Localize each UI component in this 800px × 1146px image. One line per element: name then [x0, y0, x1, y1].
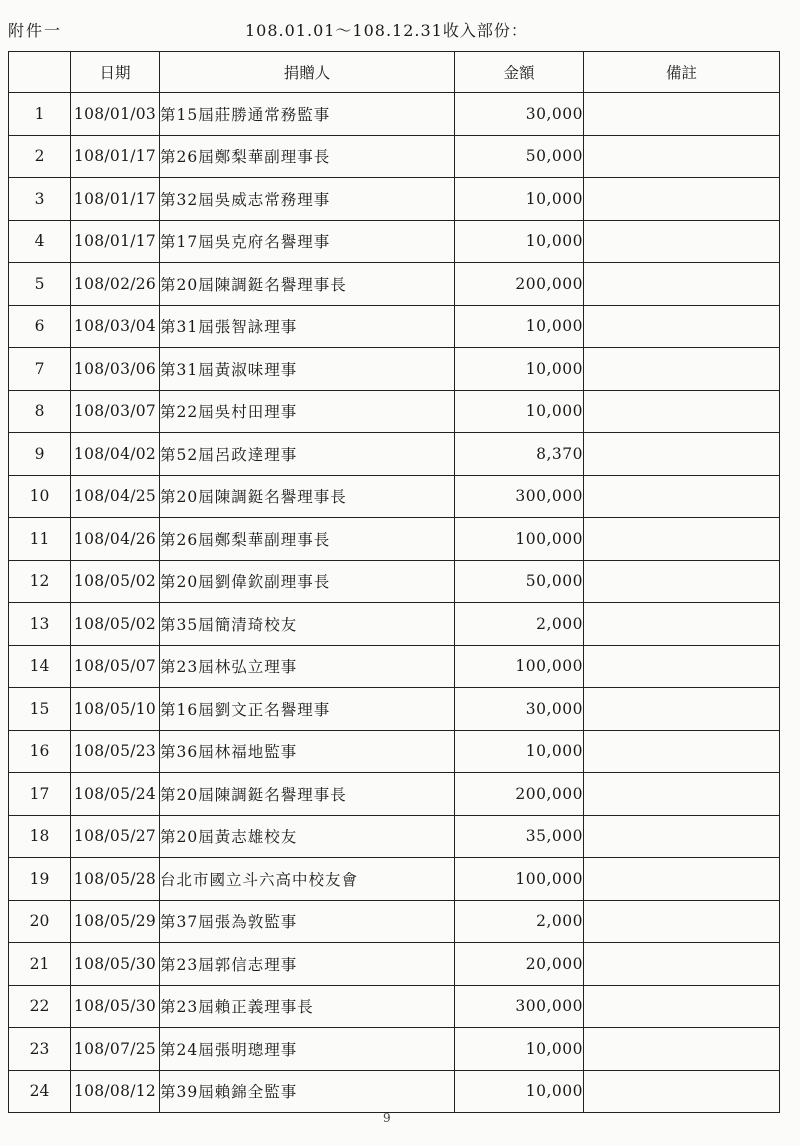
row-number: 19 — [9, 858, 71, 901]
row-number: 3 — [9, 178, 71, 221]
header-donor: 捐贈人 — [160, 52, 455, 93]
donation-date: 108/03/04 — [71, 305, 160, 348]
donor-name: 第23屆郭信志理事 — [160, 943, 455, 986]
donor-name: 第31屆黃淑味理事 — [160, 348, 455, 391]
attachment-label: 附件一 — [8, 21, 63, 40]
remark-cell — [584, 688, 780, 731]
remark-cell — [584, 390, 780, 433]
header-index — [9, 52, 71, 93]
remark-cell — [584, 220, 780, 263]
donation-amount: 2,000 — [455, 900, 584, 943]
donation-date: 108/01/17 — [71, 135, 160, 178]
row-number: 4 — [9, 220, 71, 263]
donation-amount: 10,000 — [455, 730, 584, 773]
table-row — [9, 220, 780, 263]
donation-date: 108/05/27 — [71, 815, 160, 858]
donation-date: 108/01/17 — [71, 220, 160, 263]
donor-name: 第32屆吳威志常務理事 — [160, 178, 455, 221]
donation-amount: 50,000 — [455, 560, 584, 603]
table-row — [9, 1028, 780, 1071]
row-number: 17 — [9, 773, 71, 816]
header-amount: 金額 — [455, 52, 584, 93]
table-row — [9, 730, 780, 773]
table-row — [9, 858, 780, 901]
row-number: 24 — [9, 1070, 71, 1113]
donation-amount: 300,000 — [455, 475, 584, 518]
row-number: 15 — [9, 688, 71, 731]
table-row — [9, 263, 780, 306]
remark-cell — [584, 305, 780, 348]
donation-date: 108/05/02 — [71, 560, 160, 603]
donation-date: 108/05/02 — [71, 603, 160, 646]
table-row — [9, 518, 780, 561]
table-row — [9, 603, 780, 646]
remark-cell — [584, 135, 780, 178]
donor-name: 第20屆黃志雄校友 — [160, 815, 455, 858]
row-number: 16 — [9, 730, 71, 773]
donor-name: 第31屆張智詠理事 — [160, 305, 455, 348]
remark-cell — [584, 178, 780, 221]
row-number: 9 — [9, 433, 71, 476]
donation-amount: 10,000 — [455, 348, 584, 391]
donor-name: 第17屆吳克府名譽理事 — [160, 220, 455, 263]
remark-cell — [584, 985, 780, 1028]
remark-cell — [584, 858, 780, 901]
table-header-row — [9, 52, 780, 93]
remark-cell — [584, 263, 780, 306]
donor-name: 第37屆張為敦監事 — [160, 900, 455, 943]
donor-name: 第39屆賴錦全監事 — [160, 1070, 455, 1113]
donation-amount: 20,000 — [455, 943, 584, 986]
donation-amount: 100,000 — [455, 645, 584, 688]
donor-name: 第35屆簡清琦校友 — [160, 603, 455, 646]
donor-name: 第20屆劉偉欽副理事長 — [160, 560, 455, 603]
donation-amount: 100,000 — [455, 858, 584, 901]
donation-amount: 300,000 — [455, 985, 584, 1028]
table-row — [9, 560, 780, 603]
donor-name: 第26屆鄭梨華副理事長 — [160, 518, 455, 561]
donation-amount: 30,000 — [455, 688, 584, 731]
donation-amount: 30,000 — [455, 93, 584, 136]
table-row — [9, 93, 780, 136]
donation-amount: 2,000 — [455, 603, 584, 646]
row-number: 14 — [9, 645, 71, 688]
remark-cell — [584, 560, 780, 603]
remark-cell — [584, 645, 780, 688]
table-row — [9, 1070, 780, 1113]
donation-date: 108/02/26 — [71, 263, 160, 306]
donation-date: 108/05/29 — [71, 900, 160, 943]
header-note: 備註 — [584, 52, 780, 93]
table-row — [9, 688, 780, 731]
donation-date: 108/03/06 — [71, 348, 160, 391]
donation-date: 108/05/24 — [71, 773, 160, 816]
header-date: 日期 — [71, 52, 160, 93]
remark-cell — [584, 943, 780, 986]
donation-amount: 10,000 — [455, 220, 584, 263]
table-row — [9, 815, 780, 858]
row-number: 7 — [9, 348, 71, 391]
row-number: 18 — [9, 815, 71, 858]
row-number: 21 — [9, 943, 71, 986]
table-row — [9, 985, 780, 1028]
donation-amount: 10,000 — [455, 1070, 584, 1113]
page-number: 9 — [383, 1111, 391, 1125]
donation-date: 108/04/25 — [71, 475, 160, 518]
donor-name: 第20屆陳調鋌名譽理事長 — [160, 475, 455, 518]
donor-name: 第20屆陳調鋌名譽理事長 — [160, 773, 455, 816]
donation-date: 108/04/26 — [71, 518, 160, 561]
donation-amount: 8,370 — [455, 433, 584, 476]
remark-cell — [584, 1070, 780, 1113]
row-number: 11 — [9, 518, 71, 561]
donor-name: 第36屆林福地監事 — [160, 730, 455, 773]
table-row — [9, 773, 780, 816]
row-number: 1 — [9, 93, 71, 136]
donation-amount: 10,000 — [455, 178, 584, 221]
table-row — [9, 390, 780, 433]
donation-amount: 200,000 — [455, 263, 584, 306]
donation-amount: 10,000 — [455, 390, 584, 433]
donation-date: 108/05/28 — [71, 858, 160, 901]
donation-date: 108/03/07 — [71, 390, 160, 433]
donor-name: 第20屆陳調鋌名譽理事長 — [160, 263, 455, 306]
donor-name: 第24屆張明璁理事 — [160, 1028, 455, 1071]
page-title: 108.01.01～108.12.31收入部份： — [245, 21, 528, 40]
remark-cell — [584, 900, 780, 943]
donation-amount: 10,000 — [455, 305, 584, 348]
table-row — [9, 178, 780, 221]
row-number: 20 — [9, 900, 71, 943]
donation-date: 108/01/17 — [71, 178, 160, 221]
donor-name: 第52屆呂政達理事 — [160, 433, 455, 476]
remark-cell — [584, 1028, 780, 1071]
row-number: 22 — [9, 985, 71, 1028]
donation-date: 108/05/30 — [71, 985, 160, 1028]
donor-name: 第23屆賴正義理事長 — [160, 985, 455, 1028]
table-row — [9, 135, 780, 178]
donation-date: 108/07/25 — [71, 1028, 160, 1071]
donor-name: 第23屆林弘立理事 — [160, 645, 455, 688]
remark-cell — [584, 93, 780, 136]
row-number: 2 — [9, 135, 71, 178]
donation-amount: 200,000 — [455, 773, 584, 816]
table-row — [9, 943, 780, 986]
remark-cell — [584, 730, 780, 773]
table-row — [9, 348, 780, 391]
donation-date: 108/08/12 — [71, 1070, 160, 1113]
donation-date: 108/05/07 — [71, 645, 160, 688]
donation-date: 108/04/02 — [71, 433, 160, 476]
row-number: 10 — [9, 475, 71, 518]
remark-cell — [584, 815, 780, 858]
donor-name: 第22屆吳村田理事 — [160, 390, 455, 433]
table-row — [9, 645, 780, 688]
donation-date: 108/05/30 — [71, 943, 160, 986]
donor-name: 台北市國立斗六高中校友會 — [160, 858, 455, 901]
remark-cell — [584, 433, 780, 476]
table-row — [9, 900, 780, 943]
remark-cell — [584, 475, 780, 518]
row-number: 12 — [9, 560, 71, 603]
remark-cell — [584, 773, 780, 816]
remark-cell — [584, 603, 780, 646]
donation-date: 108/01/03 — [71, 93, 160, 136]
row-number: 23 — [9, 1028, 71, 1071]
remark-cell — [584, 518, 780, 561]
row-number: 13 — [9, 603, 71, 646]
donation-date: 108/05/10 — [71, 688, 160, 731]
donation-date: 108/05/23 — [71, 730, 160, 773]
table-row — [9, 305, 780, 348]
donation-amount: 100,000 — [455, 518, 584, 561]
row-number: 6 — [9, 305, 71, 348]
donor-name: 第15屆莊勝通常務監事 — [160, 93, 455, 136]
row-number: 8 — [9, 390, 71, 433]
table-row — [9, 433, 780, 476]
table-row — [9, 475, 780, 518]
remark-cell — [584, 348, 780, 391]
donation-amount: 10,000 — [455, 1028, 584, 1071]
donation-amount: 50,000 — [455, 135, 584, 178]
donor-name: 第26屆鄭梨華副理事長 — [160, 135, 455, 178]
row-number: 5 — [9, 263, 71, 306]
donation-amount: 35,000 — [455, 815, 584, 858]
donor-name: 第16屆劉文正名譽理事 — [160, 688, 455, 731]
donation-table — [8, 51, 780, 1113]
